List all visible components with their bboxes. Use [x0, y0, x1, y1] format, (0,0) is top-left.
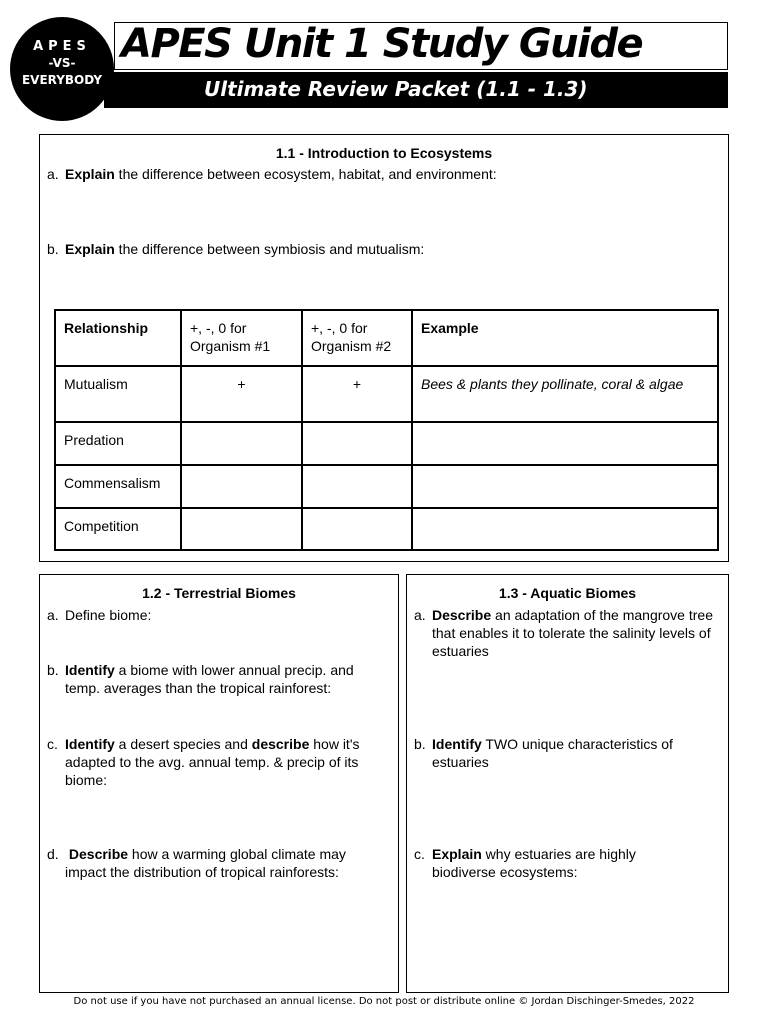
question-number: a.	[414, 607, 426, 623]
question-text: a biome with lower annual precip. and temp. averages than the tropical rainforest:	[65, 662, 354, 696]
section-1-3-title: 1.3 - Aquatic Biomes	[498, 585, 637, 601]
section-1-3-box	[406, 574, 729, 993]
table-cell: Competition	[55, 508, 181, 550]
question-number: b.	[47, 241, 59, 257]
question-verb: Describe	[68, 846, 129, 862]
question-text: the difference between symbiosis and mutualism:	[114, 241, 425, 257]
question-text: why estuaries are highly biodiverse ecosystems:	[432, 846, 636, 880]
table-cell: Mutualism	[55, 366, 181, 422]
table-cell[interactable]	[181, 422, 302, 465]
header-example: Example	[412, 310, 718, 366]
table-cell[interactable]	[181, 508, 302, 550]
section-1-1-title: 1.1 - Introduction to Ecosystems	[275, 145, 493, 161]
header-relationship: Relationship	[55, 310, 181, 366]
table-row-mutualism	[55, 366, 718, 422]
table-cell[interactable]: +	[181, 366, 302, 422]
table-cell[interactable]	[302, 422, 412, 465]
question-text: Define biome:	[65, 607, 152, 623]
section-1-1-box	[39, 134, 729, 562]
table-row-predation	[55, 422, 718, 465]
question-number: c.	[414, 846, 425, 862]
question-text: how a warming global climate may impact the distribution of tropical rainforests:	[65, 846, 346, 880]
table-cell[interactable]	[412, 508, 718, 550]
question-number: b.	[414, 736, 426, 752]
page-subtitle: Ultimate Review Packet (1.1 - 1.3)	[204, 77, 588, 101]
header-organism-1: +, -, 0 for Organism #1	[181, 310, 302, 366]
table-header-row	[55, 310, 718, 366]
relationship-table	[54, 309, 719, 551]
subtitle-bar	[104, 72, 728, 108]
logo-line-1: APES	[33, 39, 91, 54]
question-verb: Describe	[432, 607, 492, 623]
table-cell[interactable]	[181, 465, 302, 508]
table-cell[interactable]: +	[302, 366, 412, 422]
question-verb: Explain	[432, 846, 482, 862]
table-cell: Commensalism	[55, 465, 181, 508]
section-1-2-box	[39, 574, 399, 993]
license-footer: Do not use if you have not purchased an annual license. Do not post or distribute online © Jordan Dischinger-Smedes, 2022	[73, 996, 695, 1007]
title-box	[114, 22, 728, 70]
question-text: an adaptation of the mangrove tree that enables it to tolerate the salinity levels of estuaries	[432, 607, 713, 659]
table-cell[interactable]	[412, 465, 718, 508]
table-row-competition	[55, 508, 718, 550]
table-cell[interactable]	[412, 422, 718, 465]
table-cell: Predation	[55, 422, 181, 465]
page-title: APES Unit 1 Study Guide	[121, 21, 643, 67]
logo-line-3: EVERYBODY	[21, 73, 103, 87]
question-number: a.	[47, 166, 59, 182]
table-cell[interactable]	[302, 465, 412, 508]
question-verb: describe	[251, 736, 310, 752]
logo-line-2: -VS-	[48, 56, 76, 70]
section-1-2-title: 1.2 - Terrestrial Biomes	[142, 585, 296, 601]
table-cell[interactable]	[302, 508, 412, 550]
question-verb: Identify	[65, 736, 115, 752]
table-cell[interactable]: Bees & plants they pollinate, coral & algae	[412, 366, 718, 422]
question-text: the difference between ecosystem, habitat, and environment:	[114, 166, 497, 182]
question-number: b.	[47, 662, 59, 678]
question-number: c.	[47, 736, 58, 752]
question-text: how it's adapted to the avg. annual temp. & precip of its biome:	[65, 736, 360, 788]
question-verb: Identify	[65, 662, 115, 678]
table-row-commensalism	[55, 465, 718, 508]
question-text: TWO unique characteristics of estuaries	[432, 736, 673, 770]
question-number: d.	[47, 846, 59, 862]
header-organism-2: +, -, 0 for Organism #2	[302, 310, 412, 366]
apes-vs-everybody-logo	[10, 17, 114, 121]
question-verb: Explain	[65, 166, 115, 182]
question-verb: Identify	[432, 736, 482, 752]
question-text: a desert species and	[114, 736, 252, 752]
question-verb: Explain	[65, 241, 115, 257]
question-number: a.	[47, 607, 59, 623]
